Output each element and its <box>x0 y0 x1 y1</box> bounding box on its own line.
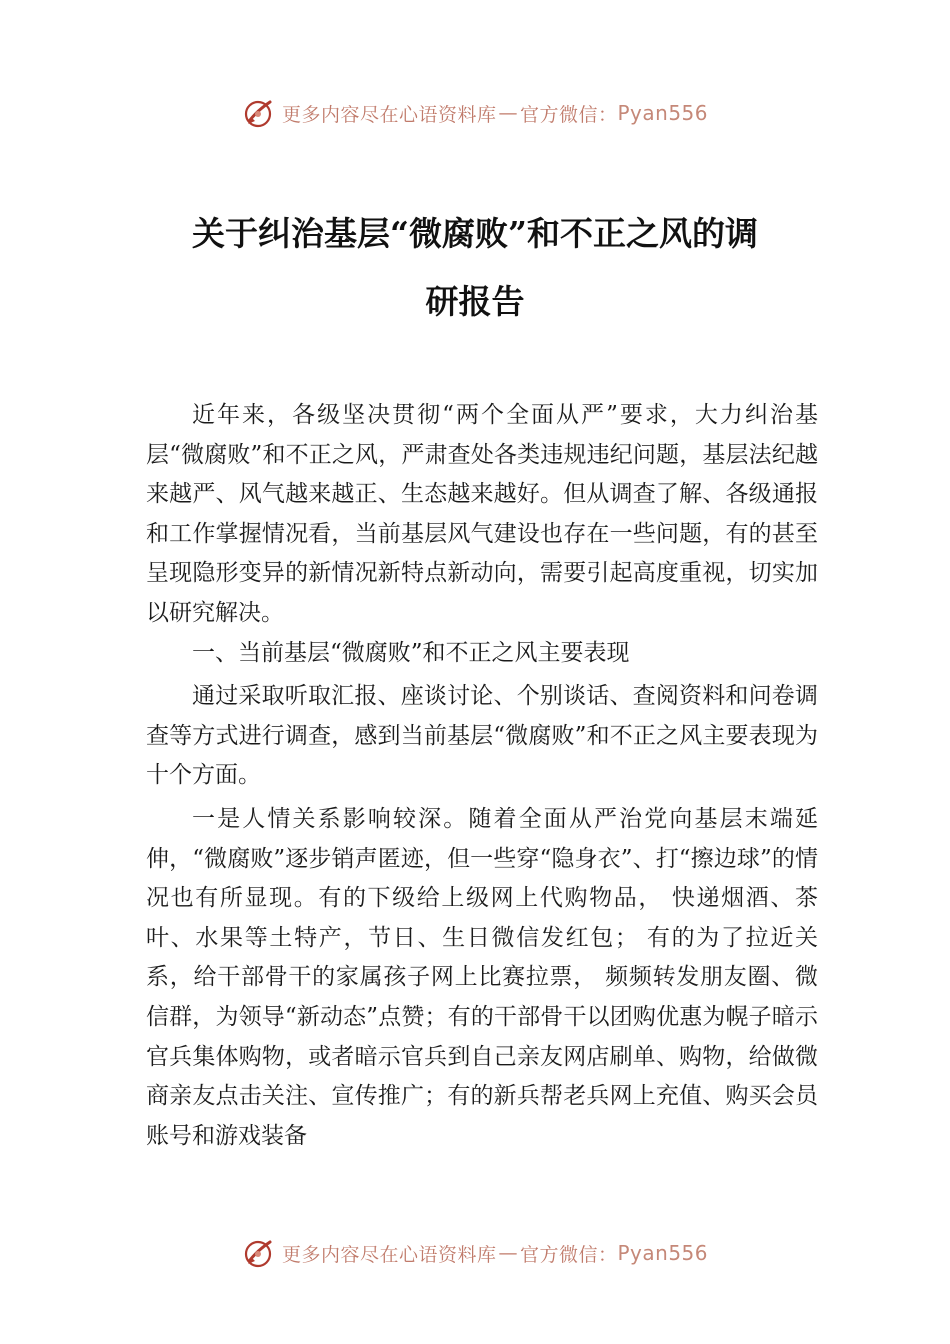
banner-dash: — <box>498 1242 518 1264</box>
body-paragraph: 一是人情关系影响较深。随着全面从严治党向基层末端延伸，“微腐败”逐步销声匿迹，但一些穿“隐身衣”、打“擦边球”的情况也有所显现。有的下级给上级网上代购物品， 快递烟酒、茶叶、水果等土特产，节日、生日微信发红包； 有的为了拉近关系，给干部骨干的家属孩子网上比赛拉票， 频频转发朋友圈、微信群，为领导“新动态”点赞；有的干部骨干以团购优惠为幌子暗示官兵集体购物，或者暗示官兵到自己亲友网店刷单、购物，给做微商亲友点击关注、宣传推广；有的新兵帮老兵网上充值、购买会员账号和游戏装备 <box>146 805 818 1149</box>
banner-wechat-id: Pyan556 <box>617 1241 709 1265</box>
banner-wechat-id: Pyan556 <box>617 101 709 125</box>
header-watermark-banner <box>0 96 950 130</box>
banner-dash: — <box>498 102 518 124</box>
title-line-1: 关于纠治基层“微腐败”和不正之风的调 <box>192 214 758 253</box>
section-heading: 一、当前基层“微腐败”和不正之风主要表现 <box>192 639 630 666</box>
brush-logo-icon <box>242 1236 276 1270</box>
document-body <box>146 396 818 1156</box>
banner-text: 更多内容尽在心语资料库 <box>281 103 497 126</box>
body-paragraph: 通过采取听取汇报、座谈讨论、个别谈话、查阅资料和问卷调查等方式进行调查，感到当前基层“微腐败”和不正之风主要表现为十个方面。 <box>146 683 818 789</box>
document-title <box>110 200 840 336</box>
title-line-2: 研报告 <box>425 282 525 321</box>
brush-logo-icon <box>242 96 276 130</box>
footer-watermark-banner <box>0 1236 950 1270</box>
banner-label: 官方微信： <box>519 103 618 126</box>
banner-label: 官方微信： <box>519 1243 618 1266</box>
banner-text: 更多内容尽在心语资料库 <box>281 1243 497 1266</box>
body-paragraph: 近年来，各级坚决贯彻“两个全面从严”要求，大力纠治基层“微腐败”和不正之风，严肃查处各类违规违纪问题，基层法纪越来越严、风气越来越正、生态越来越好。但从调查了解、各级通报和工作掌握情况看，当前基层风气建设也存在一些问题，有的甚至呈现隐形变异的新情况新特点新动向，需要引起高度重视，切实加以研究解决。 <box>146 402 818 626</box>
